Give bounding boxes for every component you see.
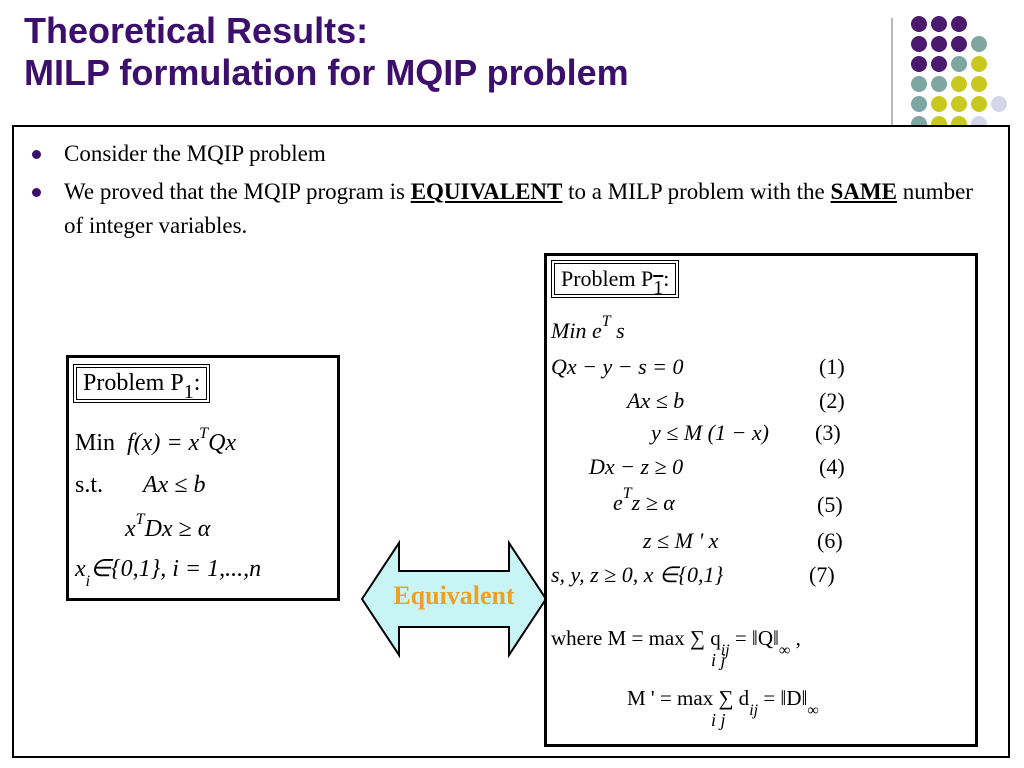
equivalent-label: Equivalent: [393, 581, 515, 610]
constraint-5: [613, 485, 675, 516]
objective-tail: s: [610, 318, 625, 343]
where-m-prime-norm: = ‖D‖: [758, 686, 808, 710]
constraint-1: Qx − y − s = 0: [551, 354, 684, 379]
problem-title-subscript: 1: [183, 381, 194, 403]
constraint-4: Dx − z ≥ 0: [589, 454, 684, 479]
bullet-icon: [32, 188, 41, 197]
problem-title-subscript: 1: [653, 277, 664, 299]
problem-title-text: Problem P: [83, 370, 184, 396]
dot: [931, 36, 947, 52]
dot: [911, 96, 927, 112]
constraint-3: y ≤ M (1 − x): [651, 420, 769, 445]
constraint-dx-line: [125, 511, 211, 543]
problem-title-text: Problem P: [561, 266, 654, 291]
constraint-1-number: (1): [819, 354, 845, 379]
constraint-7-number: (7): [809, 562, 835, 587]
bullet-text: Consider the MQIP problem: [64, 141, 326, 166]
dot: [951, 96, 967, 112]
problem-p1-box: [66, 355, 340, 601]
equivalent-double-arrow: [359, 539, 549, 659]
title-line-1: Theoretical Results:: [24, 10, 369, 51]
where-m-prime-under: i j: [711, 710, 726, 730]
where-m-prime-sub: ij: [749, 702, 759, 719]
bullet-text-post: number of integer variables.: [64, 179, 973, 238]
where-m-under: i j: [711, 650, 726, 670]
min-label: Min: [75, 430, 116, 456]
objective-line: [75, 425, 237, 457]
dot: [951, 56, 967, 72]
dot: [911, 76, 927, 92]
dot: [971, 96, 987, 112]
emphasis-equivalent: EQUIVALENT: [410, 179, 563, 204]
where-m-norm: = ‖Q‖: [729, 626, 779, 650]
where-m-expr: where M = max ∑ q: [551, 626, 721, 650]
binary-x: x: [75, 556, 86, 582]
slide-title: [24, 10, 629, 94]
binary-constraint-line: [75, 554, 262, 590]
bullet-text-pre: We proved that the MQIP program is: [64, 179, 411, 204]
dot: [931, 56, 947, 72]
where-m-end: ,: [790, 626, 801, 650]
st-line: [75, 472, 206, 499]
dot: [951, 16, 967, 32]
constraint-2-number: (2): [819, 388, 845, 413]
bullet-item: [28, 175, 988, 243]
problem-p1-title: [73, 364, 210, 403]
constraint-dx: Dx ≥ α: [144, 516, 211, 542]
header-divider: [891, 18, 893, 126]
constraint-sup: T: [135, 511, 145, 528]
where-m-prime-inf: ∞: [807, 702, 819, 719]
constraint-ax-b: Ax ≤ b: [143, 472, 206, 498]
dot: [991, 96, 1007, 112]
constraint-5-tail: z ≥ α: [631, 490, 675, 515]
bullet-icon: [32, 150, 41, 159]
bullet-list: [28, 137, 988, 247]
dot: [911, 56, 927, 72]
constraint-x: x: [125, 516, 136, 542]
constraint-5-e: e: [613, 490, 623, 515]
where-m-line: [551, 626, 801, 659]
binary-domain: ∈{0,1}, i = 1,...,n: [90, 556, 262, 582]
decorative-dot-grid: [903, 8, 1013, 128]
dot: [951, 76, 967, 92]
dot: [911, 36, 927, 52]
dot: [971, 56, 987, 72]
where-m-sub: ij: [720, 642, 730, 659]
problem-title-colon: :: [663, 266, 670, 291]
objective-expr: Min e: [551, 318, 602, 343]
constraint-2: Ax ≤ b: [627, 388, 685, 413]
bullet-item: [28, 137, 988, 171]
objective-expr: f(x) = x: [127, 430, 200, 456]
constraint-4-number: (4): [819, 454, 845, 479]
problem-p1-bar-box: [544, 253, 978, 747]
dot: [931, 76, 947, 92]
constraint-7: s, y, z ≥ 0, x ∈{0,1}: [551, 562, 724, 587]
objective-sup: T: [601, 313, 611, 330]
constraint-6: z ≤ M ' x: [643, 528, 719, 553]
dot: [951, 36, 967, 52]
title-line-2: MILP formulation for MQIP problem: [24, 52, 629, 93]
dot: [931, 96, 947, 112]
objective-sup: T: [199, 425, 209, 442]
dot: [971, 36, 987, 52]
objective-tail: Qx: [208, 430, 237, 456]
dot: [971, 76, 987, 92]
constraint-5-number: (5): [817, 492, 843, 517]
binary-sub: i: [85, 573, 91, 590]
where-m-prime-line: [627, 686, 819, 719]
st-label: s.t.: [75, 472, 104, 498]
problem-title-colon: :: [193, 370, 201, 396]
problem-p1-bar-title: [551, 260, 679, 298]
dot: [911, 16, 927, 32]
content-frame: [12, 125, 1010, 758]
constraint-5-sup: T: [622, 485, 632, 502]
dot: [931, 16, 947, 32]
bullet-text-mid: to a MILP problem with the: [562, 179, 831, 204]
where-m-prime-expr: M ' = max ∑ d: [627, 686, 750, 710]
where-m-inf: ∞: [778, 642, 791, 659]
constraint-3-number: (3): [815, 420, 841, 445]
emphasis-same: SAME: [830, 179, 897, 204]
constraint-6-number: (6): [817, 528, 843, 553]
objective-line: [551, 313, 625, 344]
